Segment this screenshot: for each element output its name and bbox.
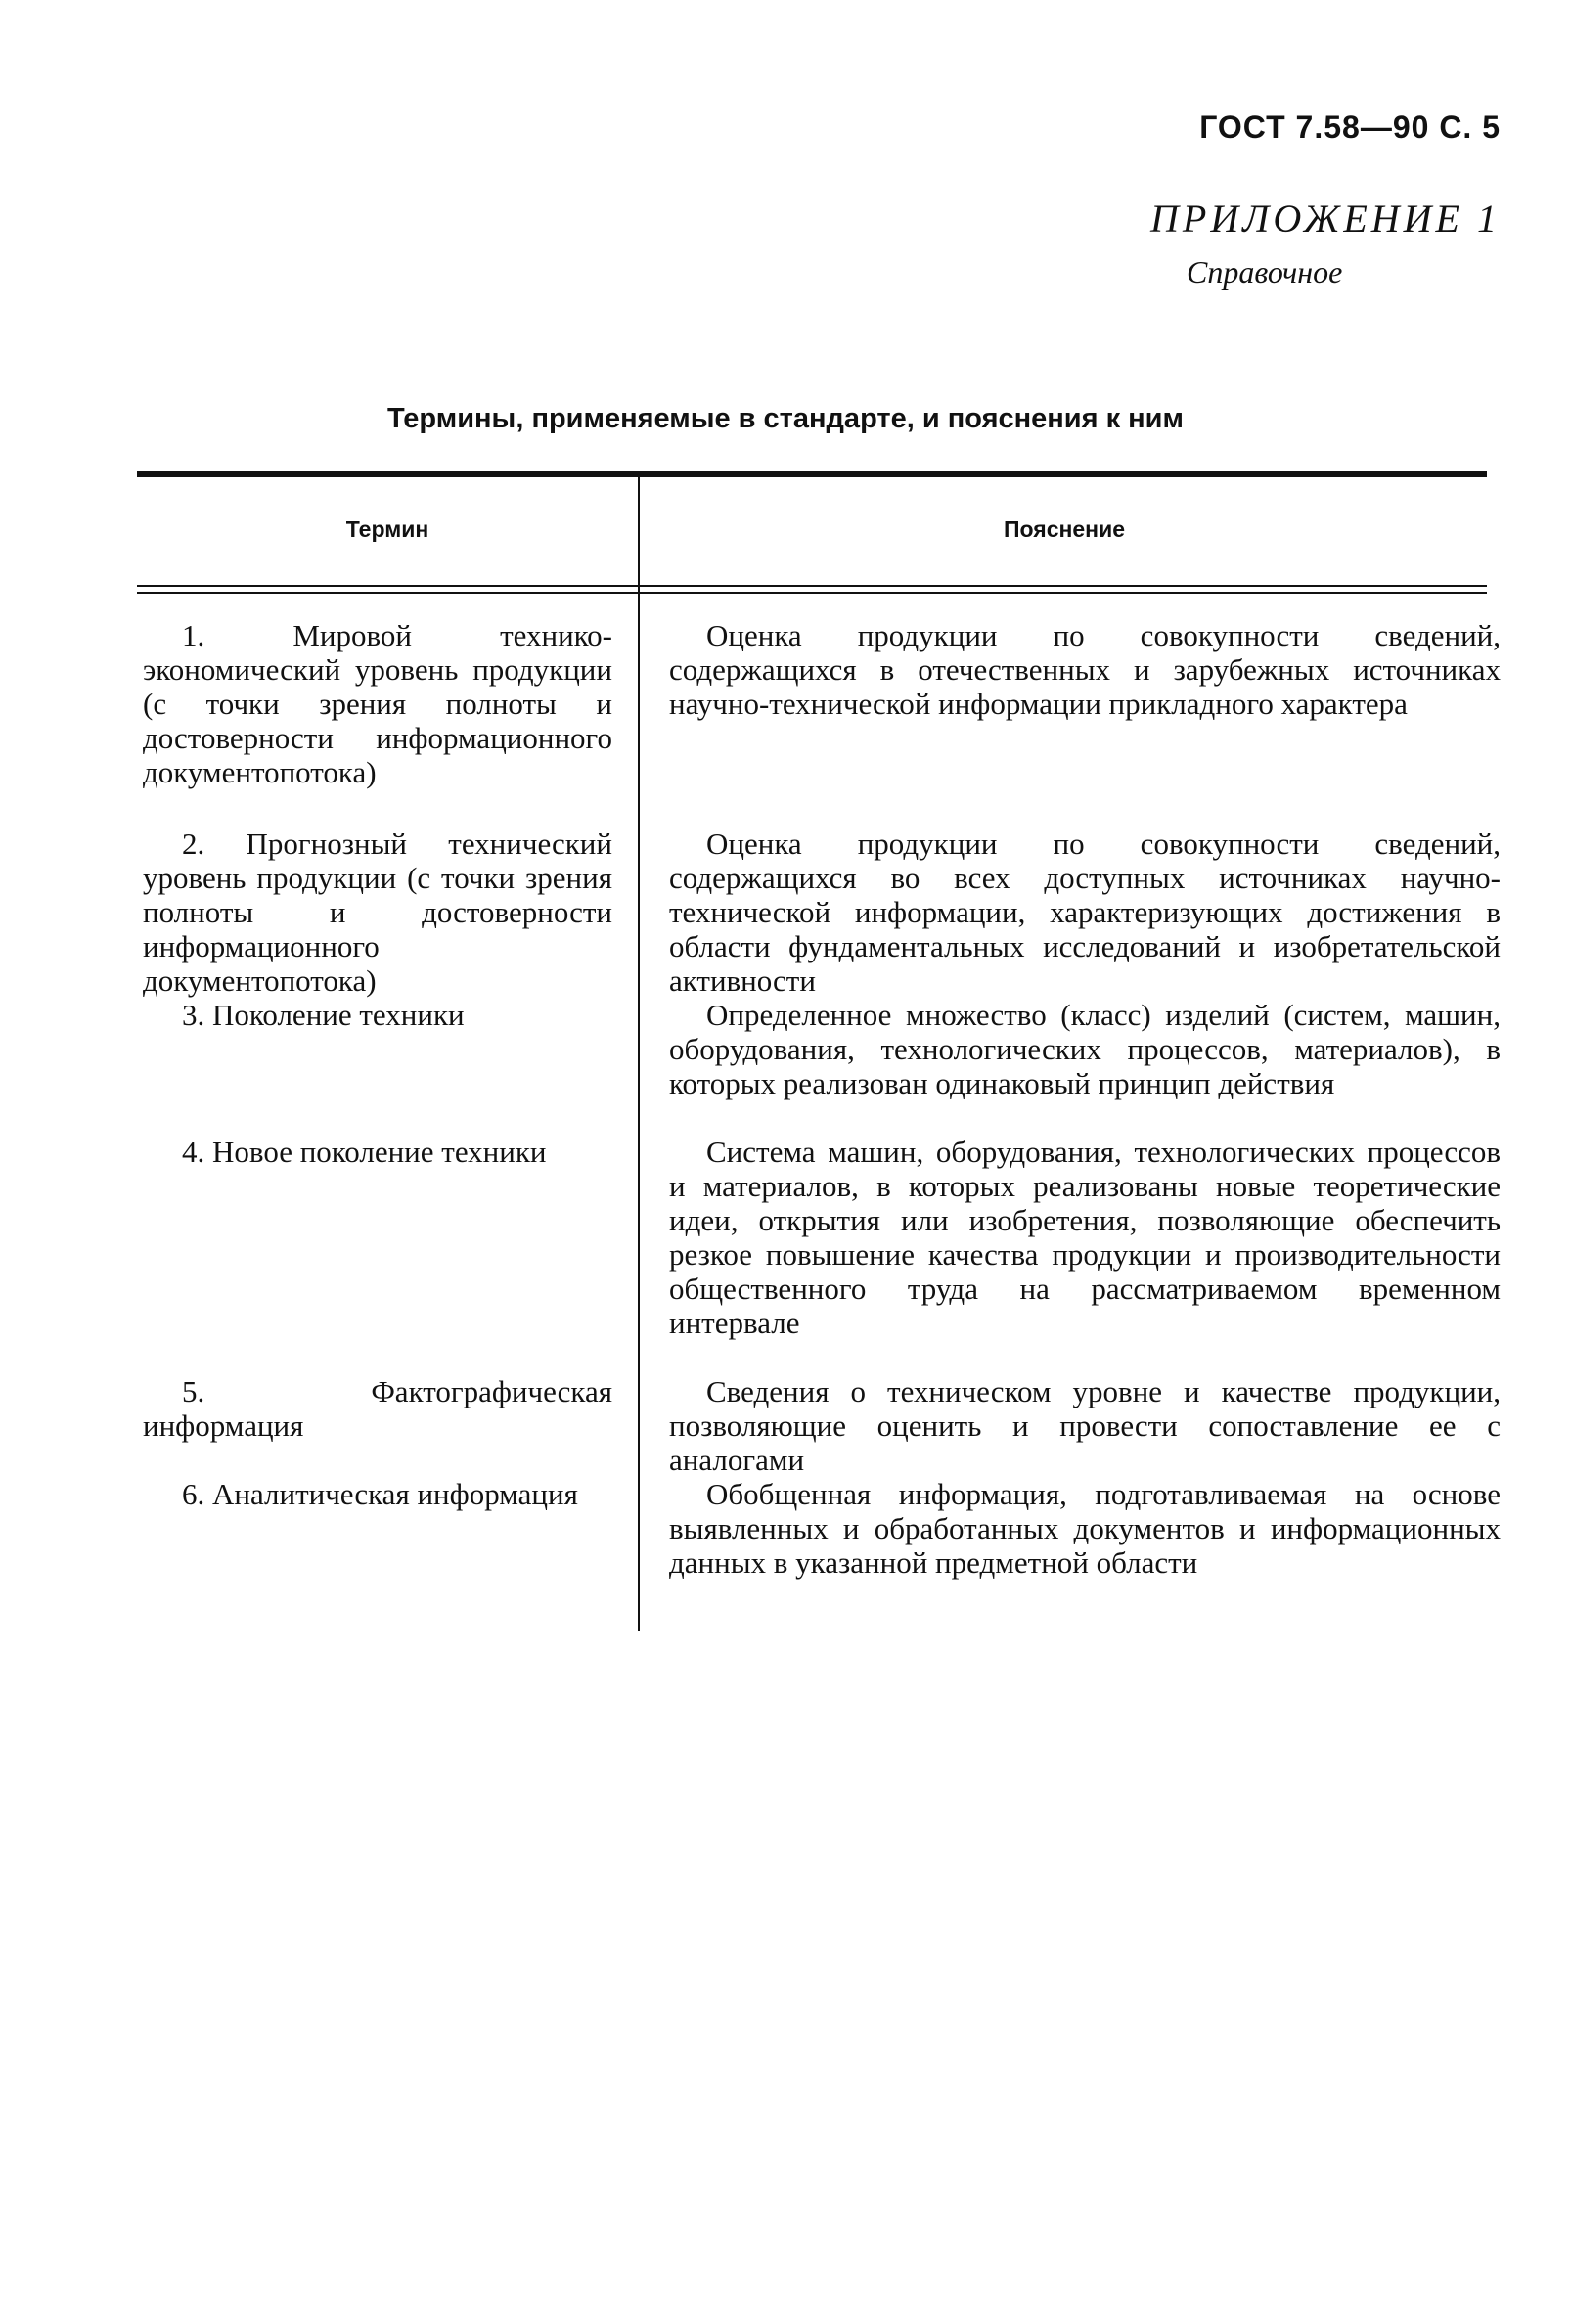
explanation-cell-6: Обобщенная информация, подготавливаемая на основе выявленных и обработанных документов и информационных данных в указанной предметной области [669, 1477, 1501, 1580]
table-title: Термины, применяемые в стандарте, и пояснения к ним [387, 403, 1184, 434]
appendix-note: Справочное [1187, 254, 1343, 290]
header-rule [137, 585, 1487, 587]
column-divider [638, 477, 640, 1631]
term-cell-3: 3. Поколение техники [182, 998, 465, 1032]
column-header-term: Термин [345, 516, 429, 542]
explanation-cell-5: Сведения о техническом уровне и качестве продукции, позволяющие оценить и провести сопоставление ее с аналогами [669, 1374, 1501, 1477]
explanation-cell-2: Оценка продукции по совокупности сведений, содержащихся во всех доступных источниках научно-технической информации, характеризующих достижения в области фундаментальных исследований и изобретательской активности [669, 827, 1501, 998]
header-rule-double [137, 592, 1487, 594]
column-header-explanation: Пояснение [1004, 516, 1125, 542]
term-cell-2: 2. Прогнозный технический уровень продукции (с точки зрения полноты и достоверности информационного документопотока) [143, 827, 612, 998]
term-cell-6: 6. Аналитическая информация [182, 1477, 578, 1511]
explanation-cell-4: Система машин, оборудования, технологических процессов и материалов, в которых реализованы новые теоретические идеи, открытия или изобретения, позволяющие обеспечить резкое повышение качества продукции и производительности общественного труда на рассматриваемом временном интервале [669, 1135, 1501, 1340]
term-cell-5: 5. Фактографическая информация [143, 1374, 612, 1443]
explanation-cell-1: Оценка продукции по совокупности сведений, содержащихся в отечественных и зарубежных источниках научно-технической информации прикладного характера [669, 618, 1501, 721]
appendix-title: ПРИЛОЖЕНИЕ 1 [1150, 197, 1501, 241]
table-top-rule [137, 471, 1487, 477]
page-header-code: ГОСТ 7.58—90 С. 5 [1199, 110, 1501, 145]
explanation-cell-3: Определенное множество (класс) изделий (систем, машин, оборудования, технологических процессов, материалов), в которых реализован одинаковый принцип действия [669, 998, 1501, 1100]
term-cell-1: 1. Мировой технико-экономический уровень продукции (с точки зрения полноты и достоверности информационного документопотока) [143, 618, 612, 789]
term-cell-4: 4. Новое поколение техники [182, 1135, 547, 1169]
